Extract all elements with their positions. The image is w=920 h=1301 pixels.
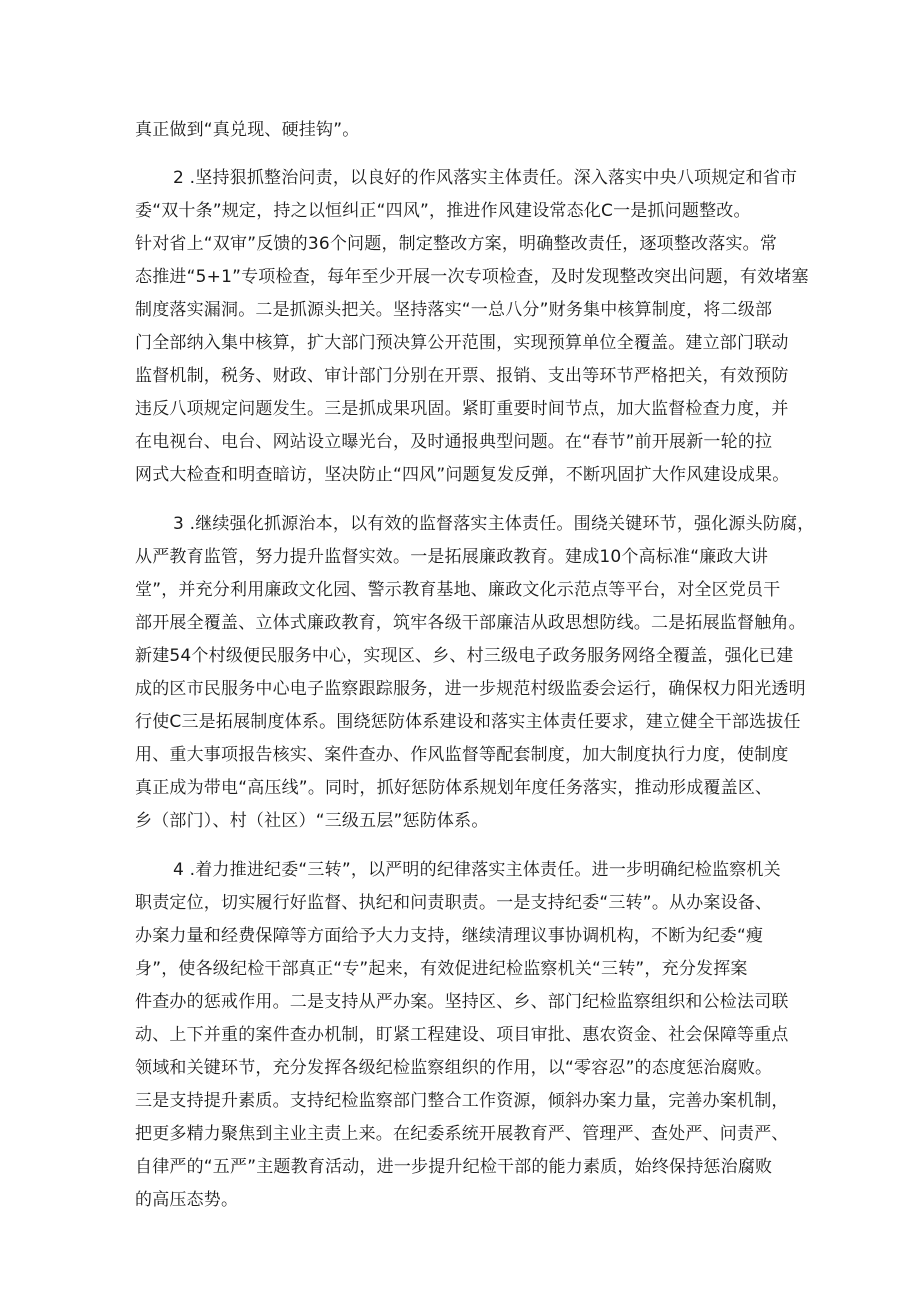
paragraph-3-line: 从严教育监管，努力提升监督实效。一是拓展廉政教育。建成10个高标准“廉政大讲	[135, 547, 769, 567]
paragraph-2-line: 网式大检查和明查暗访，坚决防止“四风”问题复发反弹，不断巩固扩大作风建设成果。	[135, 465, 790, 485]
paragraph-4-line: 身”，使各级纪检干部真正“专”起来，有效促进纪检监察机关“三转”，充分发挥案	[135, 959, 748, 979]
paragraph-4-line: 的高压态势。	[135, 1190, 239, 1210]
paragraph-4-line: 领域和关键环节，充分发挥各级纪检监察组织的作用，以“零容忍”的态度惩治腐败。	[135, 1058, 773, 1078]
paragraph-2-line: 态推进“5+1”专项检查，每年至少开展一次专项检查，及时发现整改突出问题，有效堵塞	[135, 267, 809, 287]
paragraph-2-line: 违反八项规定问题发生。三是抓成果巩固。紧盯重要时间节点，加大监督检查力度，并	[135, 399, 789, 419]
paragraph-4-line: 三是支持提升素质。支持纪检监察部门整合工作资源，倾斜办案力量，完善办案机制，	[135, 1091, 789, 1111]
paragraph-4-heading-line: 4 .着力推进纪委“三转”，以严明的纪律落实主体责任。进一步明确纪检监察机关	[173, 860, 781, 880]
paragraph-3-line: 新建54个村级便民服务中心，实现区、乡、村三级电子政务服务网络全覆盖，强化已建	[135, 646, 794, 666]
paragraph-2-line: 在电视台、电台、网站设立曝光台，及时通报典型问题。在“春节”前开展新一轮的拉	[135, 432, 773, 452]
paragraph-2-line: 制度落实漏洞。二是抓源头把关。坚持落实“一总八分”财务集中核算制度，将二级部	[135, 300, 773, 320]
paragraph-4-line: 件查办的惩戒作用。二是支持从严办案。坚持区、乡、部门纪检监察组织和公检法司联	[135, 992, 789, 1012]
paragraph-3-line: 部开展全覆盖、立体式廉政教育，筑牢各级干部廉洁从政思想防线。二是拓展监督触角。	[135, 613, 806, 633]
paragraph-3-line: 乡（部门）、村（社区）“三级五层”惩防体系。	[135, 811, 489, 831]
paragraph-3-heading-line: 3 .继续强化抓源治本，以有效的监督落实主体责任。围绕关键环节，强化源头防腐，	[173, 514, 815, 534]
paragraph-2-line: 针对省上“双审”反馈的36个问题，制定整改方案，明确整改责任，逐项整改落实。常	[135, 234, 778, 254]
paragraph-2-line: 门全部纳入集中核算，扩大部门预决算公开范围，实现预算单位全覆盖。建立部门联动	[135, 333, 789, 353]
paragraph-3-line: 行使C三是拓展制度体系。围绕惩防体系建设和落实主体责任要求，建立健全干部选拔任	[135, 712, 801, 732]
paragraph-3-line: 真正成为带电“高压线”。同时，抓好惩防体系规划年度任务落实，推动形成覆盖区、	[135, 778, 773, 798]
paragraph-2-line: 委“双十条”规定，持之以恒纠正“四风”，推进作风建设常态化C一是抓问题整改。	[135, 201, 751, 221]
paragraph-3-line: 用、重大事项报告核实、案件查办、作风监督等配套制度，加大制度执行力度，使制度	[135, 745, 789, 765]
paragraph-3-line: 成的区市民服务中心电子监察跟踪服务，进一步规范村级监委会运行，确保权力阳光透明	[135, 679, 806, 699]
paragraph-4-line: 自律严的“五严”主题教育活动，进一步提升纪检干部的能力素质，始终保持惩治腐败	[135, 1157, 773, 1177]
paragraph-4-line: 办案力量和经费保障等方面给予大力支持，继续清理议事协调机构，不断为纪委“瘦	[135, 926, 764, 946]
paragraph-2-line: 监督机制，税务、财政、审计部门分别在开票、报销、支出等环节严格把关，有效预防	[135, 366, 789, 386]
paragraph-3-line: 堂”，并充分利用廉政文化园、警示教育基地、廉政文化示范点等平台，对全区党员干	[135, 580, 781, 600]
paragraph-2-heading-line: 2 .坚持狠抓整治问责，以良好的作风落实主体责任。深入落实中央八项规定和省市	[173, 168, 798, 188]
paragraph-4-line: 把更多精力聚焦到主业主责上来。在纪委系统开展教育严、管理严、查处严、问责严、	[135, 1124, 789, 1144]
paragraph-4-line: 职责定位，切实履行好监督、执纪和问责职责。一是支持纪委“三转”。从办案设备、	[135, 893, 773, 913]
paragraph-1-line: 真正做到“真兑现、硬挂钩”。	[135, 120, 360, 140]
paragraph-4-line: 动、上下并重的案件查办机制，盯紧工程建设、项目审批、惠农资金、社会保障等重点	[135, 1025, 789, 1045]
